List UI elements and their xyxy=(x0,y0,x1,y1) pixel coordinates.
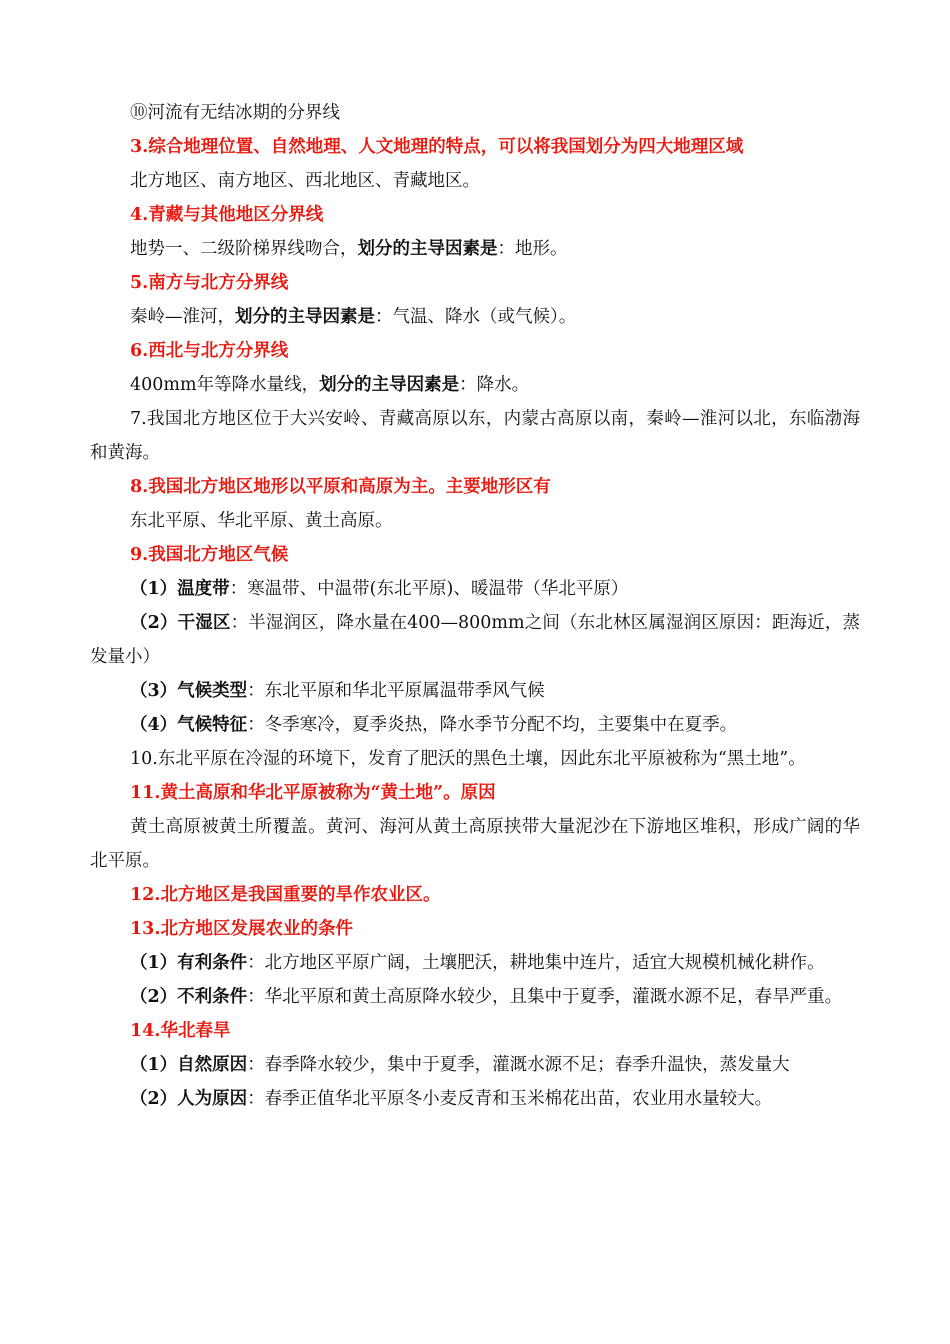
para-9-4 xyxy=(90,708,860,742)
heading-4: 4.青藏与其他地区分界线 xyxy=(130,205,324,225)
para-9-2 xyxy=(90,606,860,674)
para-7: 7.我国北方地区位于大兴安岭、青藏高原以东，内蒙古高原以南，秦岭—淮河以北，东临渤海和黄海。 xyxy=(90,409,860,463)
para-4-bold: 划分的主导因素是 xyxy=(357,239,498,259)
para-6-c: ：降水。 xyxy=(459,375,530,395)
heading-14: 14.华北春旱 xyxy=(130,1021,231,1041)
para-9-2-text: ：半湿润区，降水量在400—800mm之间（东北林区属湿润区原因：距海近，蒸发量小） xyxy=(90,613,860,667)
para-14-2-label: （2）人为原因 xyxy=(130,1089,248,1109)
para-9-4-text: ：冬季寒冷，夏季炎热，降水季节分配不均，主要集中在夏季。 xyxy=(247,715,738,735)
para-5-bold: 划分的主导因素是 xyxy=(235,307,375,327)
heading-12: 12.北方地区是我国重要的旱作农业区。 xyxy=(130,885,441,905)
line-10-river-ice: ⑩河流有无结冰期的分界线 xyxy=(130,103,340,123)
para-14-1-label: （1）自然原因 xyxy=(130,1055,248,1075)
heading-11: 11.黄土高原和华北平原被称为“黄土地”。原因 xyxy=(130,783,496,803)
para-13-1-text: ：北方地区平原广阔，土壤肥沃，耕地集中连片，适宜大规模机械化耕作。 xyxy=(247,953,825,973)
para-14-2 xyxy=(90,1082,860,1116)
para-9-2-label: （2）干湿区 xyxy=(130,613,231,633)
para-13-2-text: ：华北平原和黄土高原降水较少，且集中于夏季，灌溉水源不足，春旱严重。 xyxy=(247,987,843,1007)
para-8: 东北平原、华北平原、黄土高原。 xyxy=(130,511,393,531)
para-6-a: 400mm年等降水量线， xyxy=(130,375,320,395)
para-14-1-text: ：春季降水较少，集中于夏季，灌溉水源不足；春季升温快，蒸发量大 xyxy=(247,1055,790,1075)
para-4-a: 地势一、二级阶梯界线吻合， xyxy=(130,239,358,259)
para-9-3-label: （3）气候类型 xyxy=(130,681,248,701)
para-14-1 xyxy=(90,1048,860,1082)
para-10: 10.东北平原在冷湿的环境下，发育了肥沃的黑色土壤，因此东北平原被称为“黑土地”。 xyxy=(130,749,806,769)
heading-8: 8.我国北方地区地形以平原和高原为主。主要地形区有 xyxy=(130,477,551,497)
para-9-1-label: （1）温度带 xyxy=(130,579,230,599)
para-5-a: 秦岭—淮河， xyxy=(130,307,235,327)
para-4 xyxy=(90,232,860,266)
para-4-c: ：地形。 xyxy=(497,239,568,259)
para-13-1 xyxy=(90,946,860,980)
para-5-c: ：气温、降水（或气候）。 xyxy=(375,307,577,327)
para-13-1-label: （1）有利条件 xyxy=(130,953,248,973)
para-9-1 xyxy=(90,572,860,606)
heading-13: 13.北方地区发展农业的条件 xyxy=(130,919,353,939)
para-6 xyxy=(90,368,860,402)
para-6-bold: 划分的主导因素是 xyxy=(319,375,460,395)
para-13-2-label: （2）不利条件 xyxy=(130,987,248,1007)
document-body xyxy=(90,96,860,1116)
para-13-2 xyxy=(90,980,860,1014)
heading-5: 5.南方与北方分界线 xyxy=(130,273,289,293)
heading-3: 3.综合地理位置、自然地理、人文地理的特点，可以将我国划分为四大地理区域 xyxy=(130,137,744,157)
para-14-2-text: ：春季正值华北平原冬小麦反青和玉米棉花出苗，农业用水量较大。 xyxy=(247,1089,773,1109)
para-11: 黄土高原被黄土所覆盖。黄河、海河从黄土高原挟带大量泥沙在下游地区堆积，形成广阔的华北平原。 xyxy=(90,817,860,871)
para-5 xyxy=(90,300,860,334)
para-9-1-text: ：寒温带、中温带(东北平原)、暖温带（华北平原） xyxy=(229,579,629,599)
para-9-4-label: （4）气候特征 xyxy=(130,715,248,735)
para-3: 北方地区、南方地区、西北地区、青藏地区。 xyxy=(130,171,480,191)
para-9-3-text: ：东北平原和华北平原属温带季风气候 xyxy=(247,681,545,701)
para-9-3 xyxy=(90,674,860,708)
heading-9: 9.我国北方地区气候 xyxy=(130,545,289,565)
heading-6: 6.西北与北方分界线 xyxy=(130,341,289,361)
